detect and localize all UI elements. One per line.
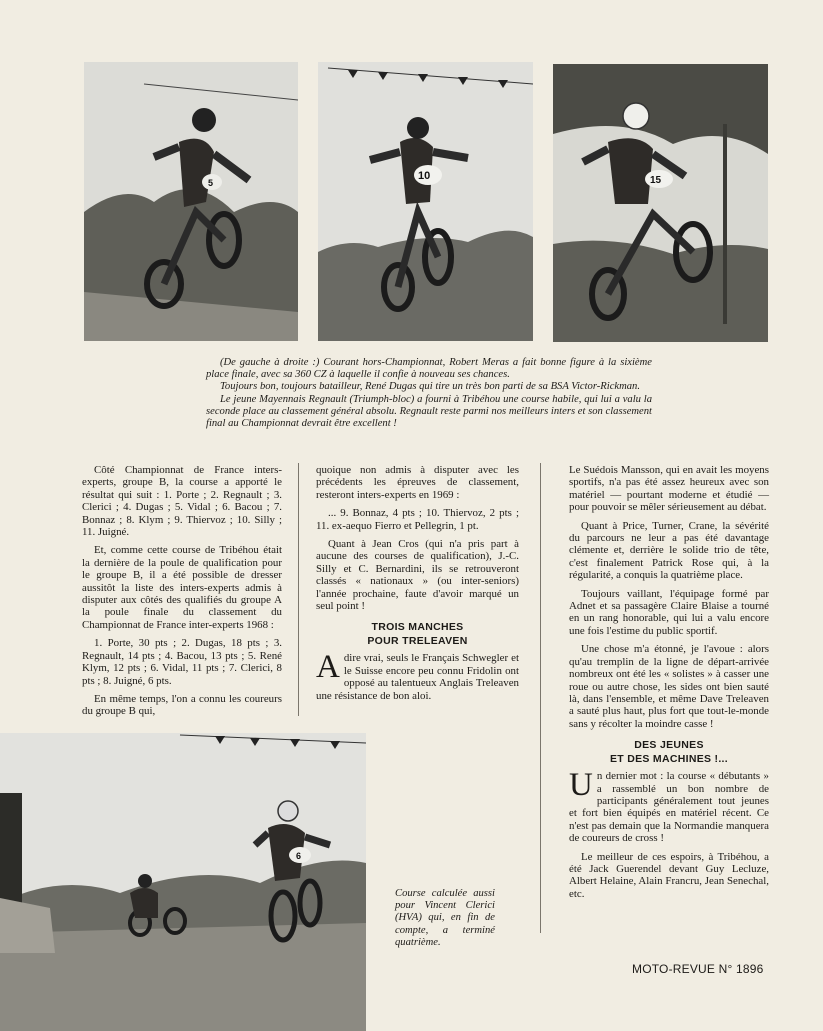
article-column-3 <box>569 464 769 906</box>
col2-paragraph-4 <box>316 649 519 702</box>
heading-line-1: TROIS MANCHES <box>371 621 464 634</box>
column-divider-1 <box>298 463 299 716</box>
motocross-rider-number-15-image <box>553 64 768 342</box>
article-column-1 <box>82 464 282 724</box>
heading-line-2: POUR TRELEAVEN <box>367 635 468 648</box>
dropcap-a: A <box>316 649 340 686</box>
number-plate-15: 15 <box>650 175 662 186</box>
col2-paragraph-4-text: dire vrai, seuls le Français Schwegler et le Suisse encore peu connu Fridolin ont opposé au talentueux Anglais Treleaven une résistance de bon aloi. <box>316 652 519 702</box>
section-heading-trois-manches <box>316 620 519 648</box>
motocross-rider-number-10-image <box>318 62 533 341</box>
svg-text:5: 5 <box>208 178 214 188</box>
column-divider-2 <box>540 463 541 933</box>
photo-caption-top <box>206 357 652 430</box>
motocross-rider-jump-image <box>84 62 298 341</box>
col3-paragraph-6: Le meilleur de ces espoirs, à Tribéhou, a été Jack Guerendel devant Guy Lecluze, Albert Helaine, Alain Francru, Jean Senechal, etc. <box>569 850 769 900</box>
article-column-2 <box>316 464 519 708</box>
col3-paragraph-3: Toujours vaillant, l'équipage formé par Adnet et sa passagère Claire Blaise a tourné en un rang honorable, qui lui a valu encore une fois l'estime du public sportif. <box>569 587 769 637</box>
col1-paragraph-3: 1. Porte, 30 pts ; 2. Dugas, 18 pts ; 3. Regnault, 14 pts ; 4. Bacou, 13 pts ; 5. René Klym, 12 pts ; 6. Vidal, 11 pts ; 7. Clerici, 8 pts ; 8. Juigné, 6 pts. <box>82 637 282 687</box>
number-plate-10: 10 <box>418 170 431 182</box>
col1-paragraph-2: Et, comme cette course de Tribéhou était la dernière de la poule de qualification pour le groupe B, il a été possible de dresser aussitôt la liste des inters-experts admis à disputer aux côtés des qualifiés du groupe A la poule finale du classement du Championnat de France inter-experts 1968 : <box>82 544 282 631</box>
motocross-riders-race-image <box>0 733 366 1031</box>
col1-paragraph-4: En même temps, l'on a connu les coureurs du groupe B qui, <box>82 692 282 718</box>
photo-bottom-left <box>0 733 366 1031</box>
col3-paragraph-5-text: n dernier mot : la course « débutants » a rassemblé un bon nombre de participants généralement tout jeunes et fort bien équipés en matériel récent. Ce n'est pas demain que la Normandie manquera de coureurs de cross ! <box>569 770 769 845</box>
col3-paragraph-1: Le Suédois Mansson, qui en avait les moyens sportifs, n'a pas été assez heureux avec son matériel — pourtant moderne et étudié — pour pouvoir se mêler sérieusement au débat. <box>569 464 769 514</box>
heading-line-1: DES JEUNES <box>634 739 704 752</box>
photo-top-right <box>553 64 768 342</box>
col2-paragraph-3: Quant à Jean Cros (qui n'a pris part à aucune des courses de qualification), J.-C. Silly et C. Bernardini, ils se retrouveront classés « nationaux » (ou inter-seniors) l'année prochaine, faute d'avoir marqué un seul point ! <box>316 538 519 613</box>
number-plate-6: 6 <box>296 851 302 861</box>
col3-paragraph-5 <box>569 767 769 845</box>
col3-paragraph-4: Une chose m'a étonné, je l'avoue : alors qu'au tremplin de la ligne de départ-arrivée nombreux ont été les « solistes » à casser une roue ou autre chose, les sides ont bien sauté là, dans l'ensemble, et même Dave Treleaven a sauté plus haut, plus fort que tout-le-monde sans y récolter la moindre casse ! <box>569 643 769 730</box>
photo-top-center <box>318 62 533 341</box>
col2-paragraph-1: quoique non admis à disputer avec les précédents les épreuves de classement, resteront inters-experts en 1969 : <box>316 464 519 501</box>
caption-paragraph-1: (De gauche à droite :) Courant hors-Championnat, Robert Meras a fait bonne figure à la sixième place finale, avec sa 360 CZ à laquelle il confie à nouveau ses chances. <box>206 357 652 381</box>
col2-paragraph-2: ... 9. Bonnaz, 4 pts ; 10. Thiervoz, 2 pts ; 11. ex-aequo Fierro et Pellegrin, 1 pt. <box>316 507 519 532</box>
col1-paragraph-1: Côté Championnat de France inters-experts, groupe B, la course a apporté le résultat qui suit : 1. Porte ; 2. Regnault ; 3. Clerici ; 4. Dugas ; 5. Vidal ; 6. Bacou ; 7. Bonnaz ; 8. Klym ; 9. Thiervoz ; 10. Silly ; 11. Juigné. <box>82 464 282 539</box>
caption-paragraph-2: Toujours bon, toujours batailleur, René Dugas qui tire un très bon parti de sa BSA Victor-Rickman. <box>220 381 640 393</box>
col3-paragraph-2: Quant à Price, Turner, Crane, la sévérité du parcours ne leur a pas été davantage clémente et, derrière le solide trio de tête, c'est finalement Patrick Rose qui, à la régularité, a conquis la quatrième place. <box>569 519 769 582</box>
section-heading-des-jeunes <box>569 738 769 766</box>
caption-paragraph-3: Le jeune Mayennais Regnault (Triumph-bloc) a fourni à Tribéhou une course habile, qui lui a valu la seconde place au classement général absolu. Regnault reste parmi nos meilleurs inters et son classement final au Championnat devrait être excellent ! <box>206 393 652 430</box>
photo-caption-bottom: Course calculée aussi pour Vincent Clerici (HVA) qui, en fin de compte, a terminé quatrième. <box>395 888 495 948</box>
heading-line-2: ET DES MACHINES !... <box>609 753 728 766</box>
dropcap-u: U <box>569 767 593 804</box>
photo-top-left <box>84 62 298 341</box>
magazine-footer: MOTO-REVUE N° 1896 <box>632 962 764 976</box>
